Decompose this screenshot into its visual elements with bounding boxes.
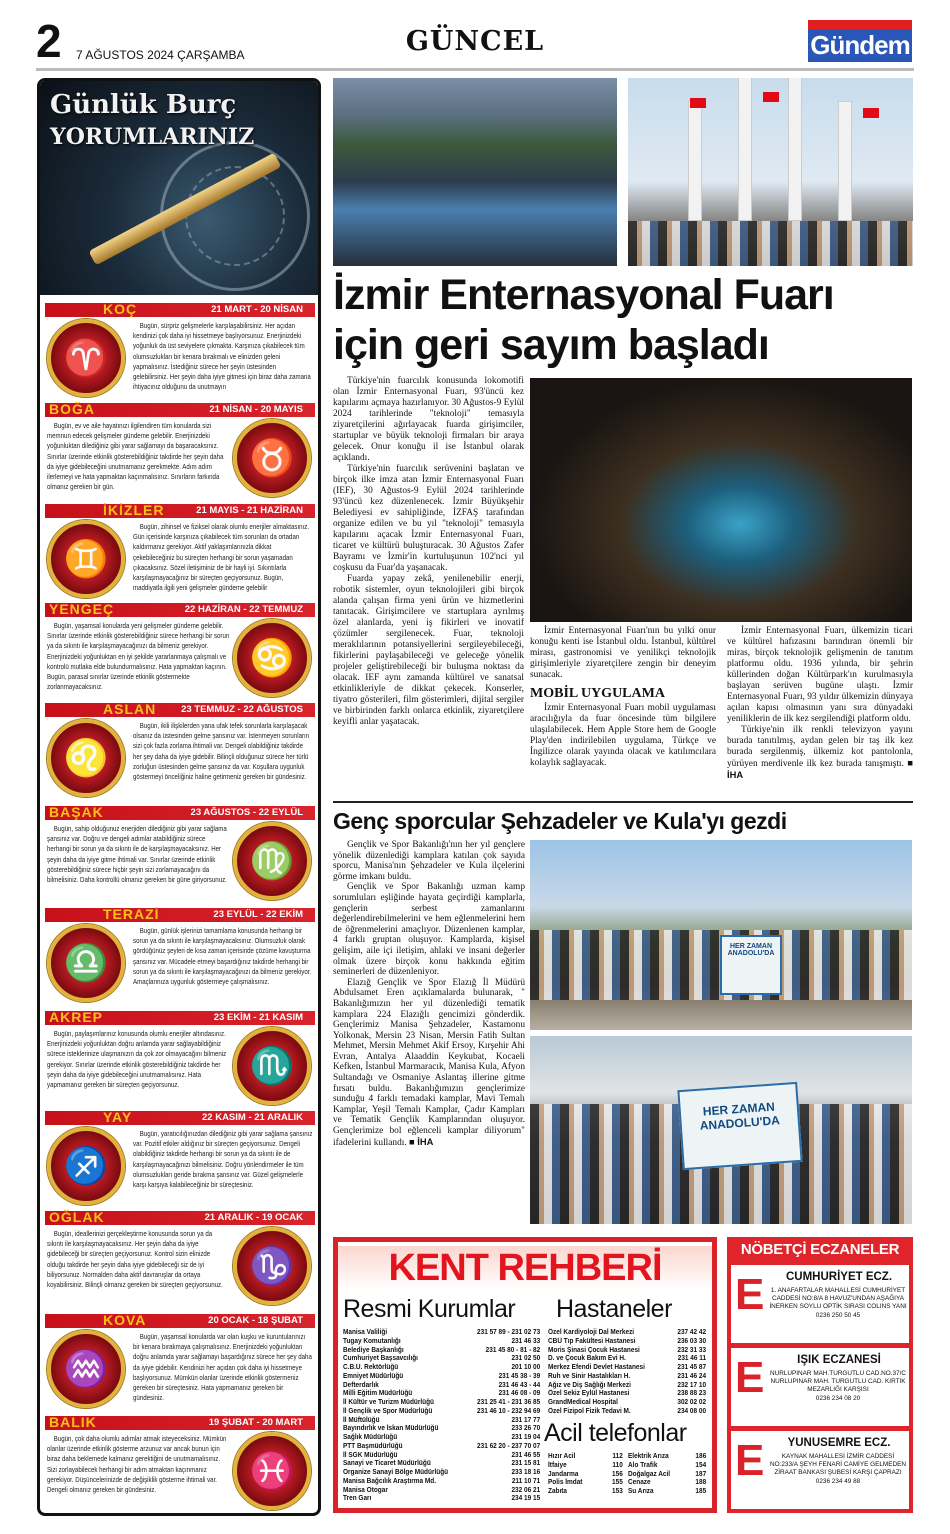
directory-phone: 231 46 43 - 44 xyxy=(498,1379,541,1389)
article-paragraph: İzmir Enternasyonal Fuarı'nın bu yılki onur konuğu kenti ise İstanbul oldu. İstanbul, kültürel mirası, gastronomisi ve yenilikçi teknolojik girişimleriyle ziyaretçilere zengin bir deneyim sunacak. xyxy=(530,626,716,680)
zodiac-sign-icon: ♋ xyxy=(233,619,311,697)
directory-name: İl Müftülüğü xyxy=(343,1415,380,1424)
directory-phone: 231 02 50 xyxy=(511,1353,541,1363)
sign-reading: Bugün, ev ve aile hayatınızı ilgilendiren tüm konularda sizi memnun edecek gelişmeler gündeme gelebilir. Enerjinizdeki yoğunluktan dilediğiniz gibi yarar sağlamayı da başaracaksınız. Sınırlar üzerinde etkinlik gösterebildiğiniz takdirde her şeyin daha da iyiye gidebileceğini unutmamanız gerekmekte. Adım adım ilerlemeyi ve hata yapmaktan kaçınmalısınız. Sınırların farkında olmanız gereken bir gün. xyxy=(47,421,224,492)
page-number: 2 xyxy=(36,15,62,67)
sign-reading: Bugün, yaşamsal konularda var olan kuşku ve kuruntularınızı bir kenara bırakmaya çalışmalısınız. Enerjinizdeki yoğunluktan doğru anlamda yarar sağlamayı başardığınız sürece her şey daha da iyiye gidebilir. Kendinizi her açıdan çok daha iyi hissetmeye başlıyorsunuz. Mümkün olanlar üzerinde etkinlik göstermeniz gereken bir süreçtesiniz. Hata yapmamanız gereken bir gündesiniz. xyxy=(133,1332,312,1403)
article-paragraph: Türkiye'nin fuarcılık konusunda lokomotifi olan İzmir Enternasyonal Fuarı, 93'üncü kez kapılarını açmaya hazırlanıyor. 30 Ağustos-9 Eylül 2024 tarihlerinde "teknoloji" temasıyla ziyaretçilerini ağırlayacak fuarda girişimciler, startuplar ve büyük teknoloji firmaları bir araya gelecek. Onur konuğu il ise İstanbul olarak açıklandı. xyxy=(333,376,524,463)
sign-name: KOÇ xyxy=(103,301,138,317)
pharmacy-address-text: KAYNAK MAHALLESİ İZMİR CADDESİ NO:233/A ŞEYH FENARİ CAMİYE GELMEDEN ZİRAAT BANKASI ŞUBESİ KARŞI ÇAPRAZI xyxy=(769,1453,907,1477)
sign-name: BAŞAK xyxy=(49,804,104,820)
article-paragraph: İzmir Enternasyonal Fuarı, ülkemizin ticari ve kültürel hafızasını barındıran önemli bir miras, birçok teknolojik gelişmenin de tanıtım platformu oldu. 1936 yılında, bir şehrin küllerinden doğan Kültürpark'ın kurulmasıyla başlayan serüven bugüne ulaştı. İzmir Enternasyonal Fuarı, 93 yıldır ülkemizin dünyaya açılan kapısı olmasının yanı sıra dünyadaki yeniliklerin de ilk kez sergilendiği platform oldu. xyxy=(727,626,913,724)
zodiac-sign-icon: ♊ xyxy=(47,520,125,598)
hospitals-list xyxy=(548,1328,706,1416)
directory-name: Alo Trafik xyxy=(628,1460,658,1469)
directory-phone: 234 08 00 xyxy=(677,1405,707,1415)
directory-name: C.B.Ü. Rektörlüğü xyxy=(343,1363,399,1371)
sign-reading: Bugün, paylaşımlarınız konusunda olumlu enerjiler altındasınız. Enerjinizdeki yoğunluktan doğru anlamda yarar sağlayabildiğiniz sürece isteklerinize ulaşmanızın da çok zor olmayacağını bilmeniz gerekiyor. Sınırlar üzerinde etkinlik gösterebildiğiniz takdirde her şeyin daha da iyiye gidebileceğini unutmamalısınız. Hata yapmamanız gereken bir süreçten geçiyorsunuz. xyxy=(47,1029,227,1090)
horoscope-banner-image xyxy=(40,81,318,295)
directory-phone: 112 xyxy=(612,1451,623,1460)
directory-name: Sanayi ve Ticaret Müdürlüğü xyxy=(343,1459,431,1468)
horoscope-sign xyxy=(45,1211,315,1311)
fair-aerial-photo xyxy=(333,78,617,266)
official-institutions-title: Resmi Kurumlar xyxy=(343,1295,516,1323)
group-photo-2 xyxy=(530,1036,912,1224)
zodiac-sign-icon: ♐ xyxy=(47,1127,125,1205)
directory-phone: 302 02 02 xyxy=(677,1397,707,1406)
directory-phone: 231 45 80 - 81 - 82 xyxy=(485,1344,541,1354)
article-column-1 xyxy=(333,376,524,728)
directory-name: Hızır Acil xyxy=(548,1452,576,1460)
pharmacy-phone: 0236 250 50 45 xyxy=(815,1311,861,1319)
emergency-title: Acil telefonlar xyxy=(544,1419,687,1447)
sign-name: TERAZİ xyxy=(103,906,160,922)
horoscope-sign xyxy=(45,603,315,703)
directory-phone: 185 xyxy=(695,1486,707,1495)
directory-name: Moris Şinasi Çocuk Hastanesi xyxy=(548,1345,640,1354)
directory-phone: 154 xyxy=(695,1459,707,1469)
pharmacy-card xyxy=(731,1348,909,1426)
directory-name: Belediye Başkanlığı xyxy=(343,1345,404,1354)
pharmacy-address xyxy=(769,1287,907,1320)
sign-dates: 23 TEMMUZ - 22 AĞUSTOS xyxy=(181,704,303,715)
pharmacy-name: IŞIK ECZANESİ xyxy=(797,1354,881,1366)
zodiac-sign-icon: ♒ xyxy=(47,1330,125,1408)
zodiac-sign-icon: ♓ xyxy=(233,1432,311,1510)
directory-name: Ağız ve Diş Sağlığı Merkezi xyxy=(548,1380,631,1389)
sign-name: YENGEÇ xyxy=(49,601,115,617)
directory-name: Cumhuriyet Başsavcılığı xyxy=(343,1354,418,1363)
directory-row xyxy=(548,1487,623,1496)
sign-dates: 19 ŞUBAT - 20 MART xyxy=(208,1417,303,1428)
directory-name: Tugay Komutanlığı xyxy=(343,1336,401,1345)
sign-dates: 22 HAZİRAN - 22 TEMMUZ xyxy=(184,604,303,615)
directory-phone: 231 45 38 - 39 xyxy=(498,1370,541,1380)
horoscope-title xyxy=(50,89,254,153)
pharmacy-address xyxy=(769,1453,907,1486)
directory-phone: 231 17 77 xyxy=(511,1414,541,1424)
directory-name: Tren Garı xyxy=(343,1494,372,1503)
directory-phone: 231 46 33 xyxy=(511,1335,541,1345)
article2-column xyxy=(333,840,525,1148)
zodiac-sign-icon: ♌ xyxy=(47,719,125,797)
horoscope-sign xyxy=(45,403,315,503)
directory-phone: 231 46 55 xyxy=(511,1449,541,1459)
pharmacy-name: YUNUSEMRE ECZ. xyxy=(787,1437,891,1449)
directory-row xyxy=(343,1468,540,1477)
article-paragraph: İzmir Enternasyonal Fuarı mobil uygulaması aracılığıyla da fuar öncesinde tüm bilgilere ulaşılabilecek. Hem Apple Store hem de Google Play'den indirilebilen uygulama, Türkçe ve İngilizce olarak yayında olacak ve katılımcılara kolaylık sağlayacak. xyxy=(530,703,716,768)
horoscope-sign xyxy=(45,703,315,803)
directory-name: Polis İmdat xyxy=(548,1478,583,1487)
sign-reading: Bugün, sürpriz gelişmelerle karşılaşabilirsiniz. Her açıdan kendinizi çok daha iyi hissetmeye başlıyorsunuz. Enerjinizdeki yoğunluk da üst seviyelere çıkmakta. Karşınıza çıkabilecek tüm olumsuzlukları bir kenara bırakmalı ve elinizden geleni yapmalısınız. İstediğiniz sürece her şeyin üstesinden gelebilirsiniz. Her şeyin daha iyiye gitmesi için biraz daha zamana ihtiyacınız olduğunu da unutmayın xyxy=(133,321,311,392)
sign-reading: Bugün, yaratıcılığınızdan dilediğiniz gibi yarar sağlama şansınız var. Pozitif etkiler aldığınız bir süreçten geçiyorsunuz. Dengeli olabildiğiniz takdirde herhangi bir sorun ya da sıkıntı ile de karşılaşmayacağınızı bilmelisiniz. Doğru yönlendirmeler ile tüm olumsuzlukları geride bırakma şansınız var. Güzel gelişmelerle karşı karşıya kalabileceğiniz bir süreçtesiniz. xyxy=(133,1129,313,1190)
directory-name: PTT Başmüdürlüğü xyxy=(343,1441,403,1450)
pharmacy-card xyxy=(731,1265,909,1343)
article-headline xyxy=(333,270,918,370)
fair-night-photo xyxy=(530,378,912,622)
sign-reading: Bugün, günlük işlerinizi tamamlama konusunda herhangi bir sorun ya da sıkıntı ile karşılaşmayacaksınız. Olumsuzluk olarak gördüğünüz şeyleri de kısa zaman içerisinde çözüme kavuşturma şansınız var. Mücadele etmeyi başardığınız takdirde herhangi bir sorun ya da sıkıntı ile karşılaşmayacağınızı da bilmeniz gerekiyor. Amaçlarınıza uygunluk göstermeye çalışmalısınız. xyxy=(133,926,312,987)
directory-name: D. ve Çocuk Bakım Evi H. xyxy=(548,1354,626,1363)
sign-name: YAY xyxy=(103,1109,133,1125)
horoscope-sign xyxy=(45,1314,315,1414)
directory-phone: 232 17 10 xyxy=(677,1379,707,1389)
sign-name: ASLAN xyxy=(103,701,157,717)
pharmacy-phone: 0236 234 08 20 xyxy=(815,1394,861,1402)
emergency-list-right xyxy=(628,1452,706,1496)
directory-phone: 231 45 87 xyxy=(677,1362,707,1371)
directory-name: Manisa Bağcılık Araştırma Md. xyxy=(343,1476,437,1485)
directory-name: Merkez Efendi Devlet Hastanesi xyxy=(548,1363,645,1371)
directory-name: GrandMedical Hospital xyxy=(548,1398,618,1406)
zodiac-sign-icon: ♏ xyxy=(233,1027,311,1105)
fair-gate-photo xyxy=(628,78,913,266)
issue-date: 7 AĞUSTOS 2024 ÇARŞAMBA xyxy=(76,48,245,62)
horoscope-column xyxy=(37,78,321,1516)
zodiac-sign-icon: ♍ xyxy=(233,822,311,900)
directory-phone: 234 19 15 xyxy=(511,1493,541,1503)
directory-name: Cenaze xyxy=(628,1478,651,1487)
sign-name: İKİZLER xyxy=(103,502,165,518)
pharmacy-name: CUMHURİYET ECZ. xyxy=(785,1271,893,1283)
directory-name: İl Kültür ve Turizm Müdürlüğü xyxy=(343,1398,434,1406)
zodiac-sign-icon: ♈ xyxy=(47,319,125,397)
pharmacies-title: NÖBETÇİ ECZANELER xyxy=(740,1241,900,1258)
pharmacy-e-icon: E xyxy=(735,1436,765,1485)
banner: HER ZAMAN ANADOLU'DA xyxy=(677,1082,802,1170)
zodiac-sign-icon: ♑ xyxy=(233,1227,311,1305)
directory-name: İtfaiye xyxy=(548,1460,567,1469)
logo-text: Gündem xyxy=(810,30,910,60)
directory-name: Elektrik Arıza xyxy=(628,1452,669,1460)
news-agency-credit: ■ İHA xyxy=(727,758,913,780)
directory-row xyxy=(628,1487,706,1496)
sign-name: AKREP xyxy=(49,1009,104,1025)
directory-name: Bayındırlık ve İskan Müdürlüğü xyxy=(343,1424,439,1433)
directory-name: Organize Sanayi Bölge Müdürlüğü xyxy=(343,1468,449,1476)
directory-phone: 188 xyxy=(695,1477,707,1487)
directory-name: İl Gençlik ve Spor Müdürlüğü xyxy=(343,1406,433,1415)
sign-dates: 21 ARALIK - 19 OCAK xyxy=(204,1212,303,1223)
article-paragraph: Türkiye'nin ilk renkli televizyon yayını burada tanıtılmış, aydan gelen bir taş ilk kez burada sergilenmiş, ülkemiz kot pantolonla, yürüyen merdivenle ilk kez burada tanışmıştı. xyxy=(727,725,913,769)
directory-phone: 110 xyxy=(612,1459,623,1469)
zodiac-sign-icon: ♎ xyxy=(47,924,125,1002)
directory-name: Ruh ve Sinir Hastalıkları H. xyxy=(548,1371,631,1380)
pharmacy-e-icon: E xyxy=(735,1353,765,1402)
headline-line2: için geri sayım başladı xyxy=(333,321,769,369)
article-paragraph: Fuarda yapay zekâ, yenilenebilir enerji, robotik sistemler, oyun teknolojileri gibi birçok alanda çalışan firma yeni ürün ve hizmetlerini tanıtacak. Girişimcilere ve startuplara ayrılmış özel alanlarda, yeni iş fikirleri ve inovatif çözümler sergilenecek. Fuar, teknoloji meraklılarının potansiyellerini sergileyebileceği, fikirlerini paylaşabileceği ve geleceğe yönelik projeler geliştirebileceği bir buluşma noktası da olacak. IEF aynı zamanda kültürel ve sanatsal etkinlikleriyle de dikkat çekecek. Konserler, tiyatro gösterileri, film gösterimleri, dijital sergiler ve birbirinden farklı onlarca etkinlik, ziyaretçilere keyifli anlar yaşatacak. xyxy=(333,574,524,727)
directory-name: Jandarma xyxy=(548,1469,579,1478)
directory-phone: 232 06 21 xyxy=(511,1484,541,1494)
sign-dates: 23 AĞUSTOS - 22 EYLÜL xyxy=(190,807,303,818)
directory-phone: 156 xyxy=(612,1468,623,1478)
headline-line1: İzmir Enternasyonal Fuarı xyxy=(333,271,834,319)
pharmacy-e-icon: E xyxy=(735,1270,765,1319)
sign-dates: 22 KASIM - 21 ARALIK xyxy=(202,1112,303,1123)
horoscope-sign xyxy=(45,1416,315,1516)
directory-name: Defterdarlık xyxy=(343,1380,379,1389)
article-paragraph: Gençlik ve Spor Bakanlığı uzman kamp sorumluları eşliğinde hayata geçirdiği kamplarla, gençlerin serbest zamanlarını değerlendirebilmelerini ve hem eğlenmelerini hem de öğrenmelerini amaçlıyor. Düzenlenen kamplar, 4 farklı gruptan oluşuyor. Kamplarda, kişisel gelişim, aile içi iletişim, ahlaki ve insani değerler olmak üzere birçok konu hakkında eğitim seminerleri de düzenleniyor. xyxy=(333,882,525,978)
directory-row xyxy=(548,1452,623,1461)
directory-row xyxy=(548,1407,706,1416)
directory-phone: 155 xyxy=(612,1477,623,1487)
zodiac-sign-icon: ♉ xyxy=(233,419,311,497)
directory-phone: 186 xyxy=(695,1451,707,1460)
directory-phone: 211 10 71 xyxy=(511,1475,541,1485)
emergency-list-left xyxy=(548,1452,623,1496)
directory-phone: 231 46 10 - 232 94 69 xyxy=(477,1405,541,1415)
article-paragraph: Türkiye'nin fuarcılık serüvenini başlatan ve birçok ilke imza atan İzmir Enternasyonal Fuarı (IEF), 30 Ağustos-9 Eylül 2024 tarihlerinde 93'üncü kez düzenlenecek. İzmir Büyükşehir Belediyesi ev sahipliğinde, İZFAŞ tarafından organize edilen ve bu yıl "teknoloji" temasıyla kapılarını açacak İzmir Enternasyonal Fuarı, ticaret ve kültürü buluşturacak. 30 Ağustos Zafer Bayramı ve İzmir'in kurtuluşunun 102'nci yıl coşkusu da Fuar'da yaşanacak. xyxy=(333,464,524,573)
directory-phone: 233 26 70 xyxy=(511,1423,541,1433)
article2-headline: Genç sporcular Şehzadeler ve Kula'yı gezdi xyxy=(333,808,787,834)
hospitals-title: Hastaneler xyxy=(556,1295,672,1323)
horoscope-title-line1: Günlük Burç xyxy=(50,90,237,120)
sign-name: KOVA xyxy=(103,1312,147,1328)
sign-dates: 23 EKİM - 21 KASIM xyxy=(213,1012,303,1023)
pharmacy-address-text: NURLUPINAR MAH.TURGUTLU CAD.NO.37/C NURLUPINAR MAH. TURGUTLU CAD. KIRTIK MEZARLIĞI KARŞISI xyxy=(770,1370,906,1394)
article-column-3 xyxy=(727,626,913,782)
official-institutions-list xyxy=(343,1328,540,1503)
directory-name: Su Arıza xyxy=(628,1487,654,1495)
directory-name: Özel Fizipol Fizik Tedavi M. xyxy=(548,1406,631,1415)
sign-dates: 21 NİSAN - 20 MAYIS xyxy=(209,404,303,415)
directory-phone: 237 42 42 xyxy=(677,1327,707,1336)
directory-phone: 231 46 24 xyxy=(677,1370,707,1380)
sign-dates: 21 MAYIS - 21 HAZİRAN xyxy=(196,505,303,516)
article-column-2 xyxy=(530,626,716,769)
directory-phone: 231 62 20 - 237 70 07 xyxy=(477,1440,541,1450)
sign-name: OĞLAK xyxy=(49,1209,105,1225)
horoscope-sign xyxy=(45,1111,315,1211)
pharmacy-phone: 0236 234 49 88 xyxy=(815,1477,861,1485)
article-divider xyxy=(333,801,913,803)
horoscope-sign xyxy=(45,1011,315,1111)
pharmacy-address xyxy=(769,1370,907,1403)
group-photo-1 xyxy=(530,840,912,1030)
directory-name: Manisa Valiliği xyxy=(343,1328,388,1336)
directory-phone: 231 19 04 xyxy=(511,1432,541,1441)
sign-dates: 23 EYLÜL - 22 EKİM xyxy=(213,909,303,920)
directory-phone: 153 xyxy=(612,1486,623,1495)
directory-phone: 233 18 16 xyxy=(511,1467,541,1476)
sign-reading: Bugün, çok daha olumlu adımlar atmak isteyeceksiniz. Mümkün olanlar üzerinde etkinlik gösterme arzunuz var ancak bunun için biraz daha beklemede kalmanız gerektiğini de unutmamalısınız. Sizi zorlayabilecek herhangi bir adım atmaktan kaçınmanız gerekiyor. Düşüncelerinizde de değişiklik gösterme ihtimali var. Dengeli olmanız gereken bir gündesiniz. xyxy=(47,1434,227,1495)
header-divider xyxy=(36,68,914,71)
directory-name: Milli Eğitim Müdürlüğü xyxy=(343,1389,413,1398)
horoscope-sign xyxy=(45,908,315,1008)
horoscope-sign xyxy=(45,504,315,604)
sign-reading: Bugün, zihinsel ve fiziksel olarak olumlu enerjiler almaktasınız. Gün içerisinde karşınıza çıkabilecek tüm sorunları da ortadan kaldırmanız gerekiyor. Aktif yaklaşımlarınızla dikkat çekebileceğiniz bu süreçten herhangi bir sorun yaşamadan çıkacaksınız. Sözel iletişiminiz de bir hayli iyi. Sıkıntılarla karşılaşmayacağınız bir süreçten geçiyorsunuz. Bugün, maddiyatla ilgili yeni gelişmeler gündeme gelebilir xyxy=(133,522,310,593)
section-title: GÜNCEL xyxy=(405,26,545,57)
directory-name: Doğalgaz Acil xyxy=(628,1469,671,1478)
directory-phone: 231 46 11 xyxy=(677,1353,707,1363)
pharmacy-address-text: 1. ANAFARTALAR MAHALLESİ CUMHURİYET CADDESİ NO:8/A 8 HAVUZ'UNDAN AŞAĞIYA İNERKEN SOYLU OPTİK SIRASI COLINS YANI xyxy=(769,1287,907,1311)
directory-name: CBÜ Tıp Fakültesi Hastanesi xyxy=(548,1336,636,1345)
directory-name: Sağlık Müdürlüğü xyxy=(343,1433,398,1441)
directory-name: Emniyet Müdürlüğü xyxy=(343,1371,404,1380)
sign-reading: Bugün, sahip olduğunuz enerjiden dilediğiniz gibi yarar sağlama şansınız var. Doğru ve dengeli adımlar atabildiğiniz sürece herhangi bir sorun ya da sıkıntı ile de karşılaşmayacaksınız. Her şeyin daha da iyiye gitme ihtimali var. Sınırlar üzerinde etkinlik gösterebildiğiniz sürece hiçbir şeyin sizi zorlamayacağını da bilmelisiniz. Daha kontrollü olmanız gereken bir güne giriyorsunuz. xyxy=(47,824,227,885)
article-paragraph: Gençlik ve Spor Bakanlığı'nın her yıl gençlere yönelik düzenlediği kamplara katılan çok sayıda sporcu, Manisa'nın Şehzadeler ve Kula ilçelerini görme imkanı buldu. xyxy=(333,840,525,882)
directory-name: İl SGK Müdürlüğü xyxy=(343,1450,398,1459)
sign-name: BALIK xyxy=(49,1414,97,1430)
directory-name: Zabıta xyxy=(548,1487,568,1495)
sign-reading: Bugün, ikili ilişkilerden yana ufak tefek sorunlarla karşılaşacak olsanız da üstesinden gelme şansınız var. İstenmeyen sorunların sizi çok fazla zorlama ihtimali var. Dengeli olabildiğiniz takdirde her şey daha da iyiye gidebilir. Bilinçli olduğunuz sürece her türlü zorluğun üstesinden gelme şansınız da var. Koşullara uygunluk göstermeyi önceliğiniz haline getirmeniz gereken bir gündesiniz. xyxy=(133,721,310,782)
directory-phone: 231 15 81 xyxy=(511,1458,541,1468)
horoscope-sign xyxy=(45,806,315,906)
directory-name: Özel Kardiyoloji Dal Merkezi xyxy=(548,1328,635,1336)
directory-phone: 236 03 30 xyxy=(677,1335,707,1345)
banner: HER ZAMAN ANADOLU'DA xyxy=(720,935,782,995)
article-paragraph: Elazığ Gençlik ve Spor Elazığ İl Müdürü Abdulsamet Eren açıklamalarda bulunarak, " Bakanlığımızın her yıl düzenlediği tematik kamplara 224 Elazığlı gencimizi gönderdik. Gençlerimiz Manisa Şehzadeler, Kastamonu Yolkonak, Mersin 23 Nisan, Mersin Fatih Sultan Mehmet, Mersin Mehmet Akif Ersoy, Kırşehir Ahi Evran, Antalya Alaaddin Keykubat, Kocaeli Kefken, İstanbul Marmaracık, Manisa Kula, Afyon Sultandağı ve Osmaniye Aslantaş illerine gitme fırsatı buldu. Bakanlığımızın gençlerimize sunduğu 4 farklı temadaki kamplar, Mavi Temalı Kamplar, Yeşil Temalı Kamplar, Çadır Kampları ve Tematik Gençlik Kamplarından oluşuyor. Gençlerimize bol eğlenceli kamplar diliyorum" ifadelerini kullandı. xyxy=(333,977,525,1148)
newspaper-logo[interactable] xyxy=(808,20,912,62)
sign-dates: 21 MART - 20 NİSAN xyxy=(211,304,303,315)
sign-name: BOĞA xyxy=(49,401,95,417)
article-subheading: MOBİL UYGULAMA xyxy=(530,686,665,701)
city-guide-box xyxy=(333,1237,717,1513)
directory-row xyxy=(343,1494,540,1503)
sign-reading: Bugün, yaşamsal konularda yeni gelişmeler gündeme gelebilir. Sınırlar üzerinde etkinlik gösterebildiğiniz sürece herhangi bir sorun ya da sıkıntı ile karşılaşmayacağınızı da bilmeniz gerekiyor. Enerjinizdeki yoğunluktan en iyi şekilde yararlanmaya çalışmalı ve kontrolü mutlaka elde bulundurmalısınız. Hata yapmaktan kaçının. Bugün, parasal sınırlar üzerinde etkinlik göstermekte zorlanmayacaksınız. xyxy=(47,621,230,692)
directory-name: Manisa Otogar xyxy=(343,1485,388,1494)
horoscope-title-line2: YORUMLARINIZ xyxy=(50,124,255,150)
directory-phone: 231 46 08 - 09 xyxy=(498,1388,541,1398)
horoscope-sign xyxy=(45,303,315,403)
directory-phone: 232 31 33 xyxy=(677,1344,707,1354)
directory-phone: 201 10 00 xyxy=(511,1362,541,1371)
sign-dates: 20 OCAK - 18 ŞUBAT xyxy=(208,1315,303,1326)
directory-phone: 238 88 23 xyxy=(677,1388,707,1398)
pharmacies-box xyxy=(727,1237,913,1513)
directory-name: Özel Sekiz Eylül Hastanesi xyxy=(548,1389,630,1398)
directory-phone: 231 25 41 - 231 36 85 xyxy=(477,1397,541,1406)
directory-phone: 187 xyxy=(695,1468,707,1478)
directory-phone: 231 57 89 - 231 02 73 xyxy=(477,1327,541,1336)
city-guide-title: KENT REHBERİ xyxy=(338,1246,712,1290)
pharmacy-card xyxy=(731,1431,909,1509)
sign-reading: Bugün, ideallerinizi gerçekleştirme konusunda sorun ya da sıkıntı ile karşılaşmayacaksınız. Her şeyin daha da iyiye gidebileceği bir süreçten geçiyorsunuz. Kontrol sizin elinizde olduğu takdirde her şeyin daha iyiye gidebileceği siz de iyi biliyorsunuz. Normalden daha aktif davranışlar da ortaya koyabilirsiniz. Bilinçli olmanız gereken bir süreçten geçiyorsunuz. xyxy=(47,1229,223,1290)
news-agency-credit: ■ İHA xyxy=(409,1136,434,1147)
